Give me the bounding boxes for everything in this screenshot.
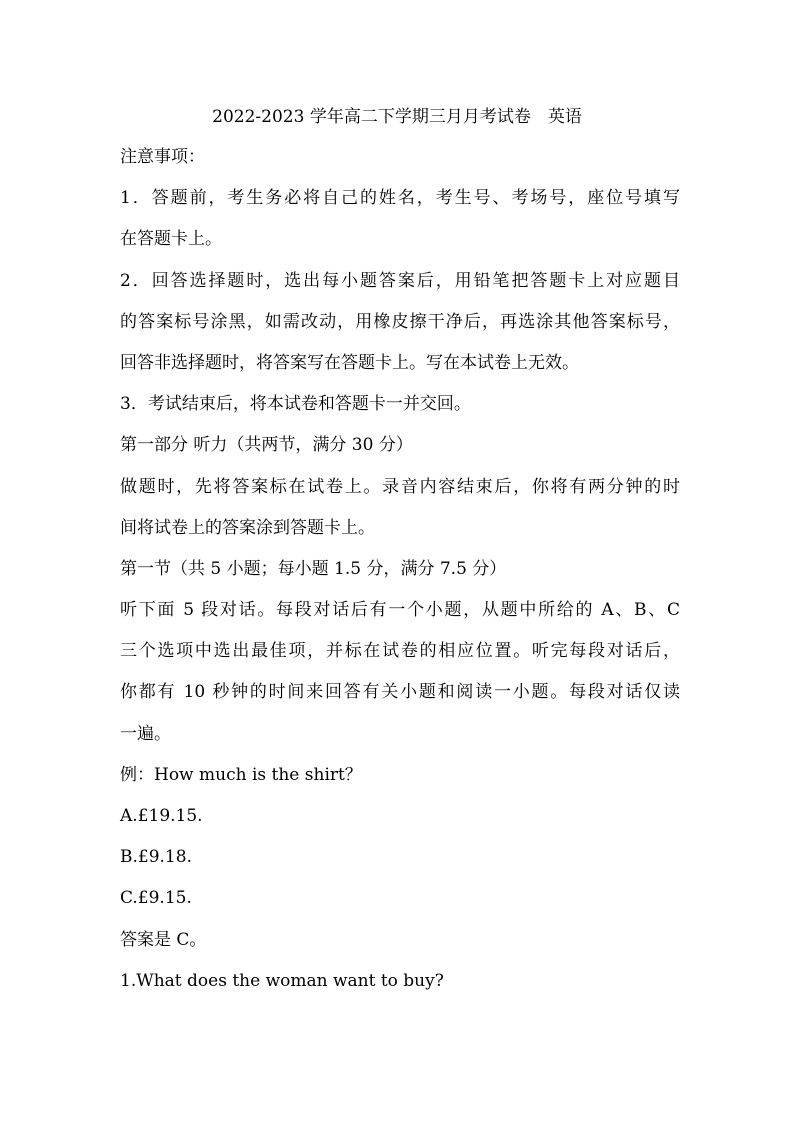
part-one-intro-line-2: 间将试卷上的答案涂到答题卡上。: [120, 517, 375, 538]
section-one-intro-line-4: 一遍。: [120, 723, 171, 744]
instruction-1-line-1: 1．答题前，考生务必将自己的姓名，考生号、考场号，座位号填写: [120, 188, 680, 209]
example-answer: 答案是 C。: [120, 929, 207, 950]
example-question: 例：How much is the shirt？: [120, 764, 362, 785]
page-title: 2022-2023 学年高二下学期三月月考试卷 英语: [212, 107, 582, 127]
instruction-1-line-2: 在答题卡上。: [120, 229, 222, 250]
instruction-3: 3．考试结束后，将本试卷和答题卡一并交回。: [120, 394, 471, 415]
section-one-intro-line-3: 你都有 10 秒钟的时间来回答有关小题和阅读一小题。每段对话仅读: [120, 682, 680, 703]
instruction-2-line-1: 2．回答选择题时，选出每小题答案后，用铅笔把答题卡上对应题目: [120, 270, 680, 291]
example-option-c: C.£9.15.: [120, 888, 192, 909]
instruction-2-line-3: 回答非选择题时，将答案写在答题卡上。写在本试卷上无效。: [120, 352, 579, 373]
question-1: 1.What does the woman want to buy?: [120, 970, 444, 991]
part-one-intro-line-1: 做题时，先将答案标在试卷上。录音内容结束后，你将有两分钟的时: [120, 476, 680, 497]
part-one-heading: 第一部分 听力（共两节，满分 30 分）: [120, 435, 413, 456]
example-option-b: B.£9.18.: [120, 847, 192, 868]
section-one-intro-line-1: 听下面 5 段对话。每段对话后有一个小题，从题中所给的 A、B、C: [120, 600, 680, 621]
instruction-2-line-2: 的答案标号涂黑，如需改动，用橡皮擦干净后，再选涂其他答案标号，: [120, 311, 680, 332]
section-one-intro-line-2: 三个选项中选出最佳项，并标在试卷的相应位置。听完每段对话后，: [120, 641, 680, 662]
exam-body: [120, 144, 680, 1009]
notice-heading: 注意事项：: [120, 147, 205, 167]
example-option-a: A.£19.15.: [120, 806, 203, 826]
section-one-heading: 第一节（共 5 小题；每小题 1.5 分，满分 7.5 分）: [120, 558, 507, 579]
